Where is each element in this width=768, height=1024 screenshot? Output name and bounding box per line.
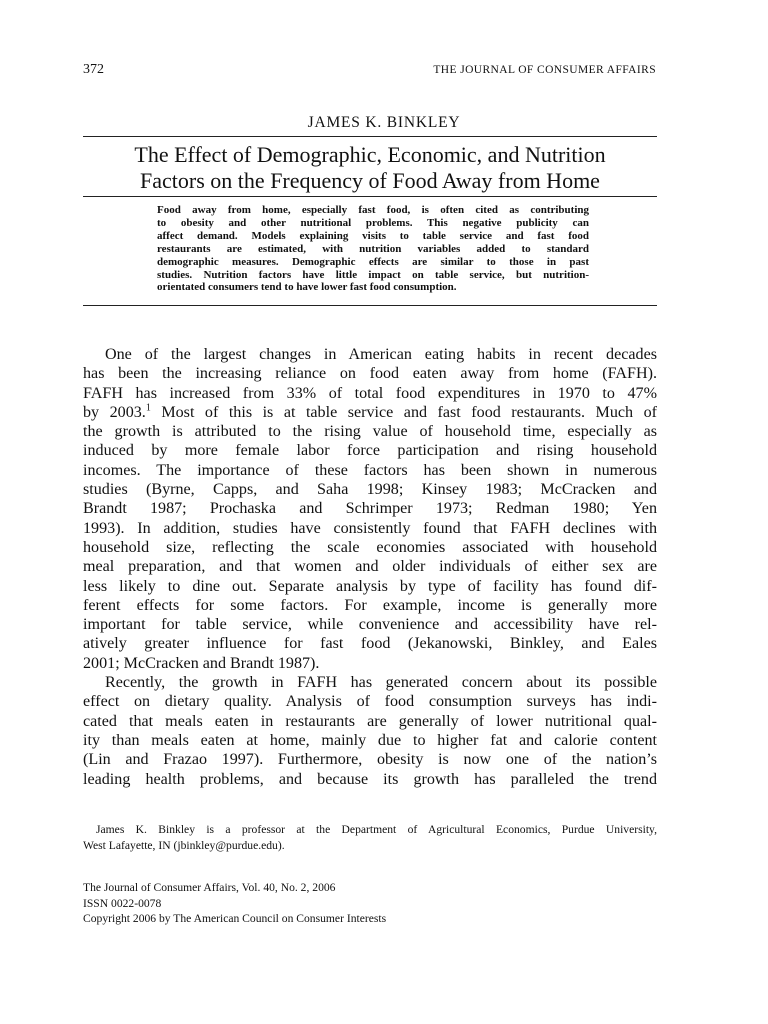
abstract-line: orientated consumers tend to have lower fast food consumption. (157, 281, 457, 294)
body-line: meal preparation, and that women and older individuals of either sex are (83, 558, 657, 576)
copyright: Copyright 2006 by The American Council on Consumer Interests (83, 912, 387, 925)
footnote-line: West Lafayette, IN (jbinkley@purdue.edu). (83, 839, 285, 852)
abstract-line: affect demand. Models explaining visits to table service and fast food (157, 229, 589, 242)
abstract-line: demographic measures. Demographic effects are similar to those in past (157, 255, 589, 268)
body-line: 2001; McCracken and Brandt 1987). (83, 654, 320, 672)
body-line: Brandt 1987; Prochaska and Schrimper 1973; Redman 1980; Yen (83, 500, 657, 518)
page-number: 372 (83, 62, 104, 77)
author-name: JAMES K. BINKLEY (307, 114, 461, 131)
body-line: incomes. The importance of these factors has been shown in numerous (83, 461, 657, 479)
footnote-marker: 1 (145, 402, 151, 414)
publication-info (83, 880, 386, 927)
body-line: FAFH has increased from 33% of total food expenditures in 1970 to 47% (83, 384, 657, 402)
body-line: has been the increasing reliance on food eaten away from home (FAFH). (83, 365, 657, 383)
body-line: 1993). In addition, studies have consistently found that FAFH declines with (83, 519, 657, 537)
rule-below-title (83, 196, 657, 197)
journal-citation: The Journal of Consumer Affairs, Vol. 40, No. 2, 2006 (83, 881, 336, 894)
abstract-line: studies. Nutrition factors have little impact on table service, but nutrition- (157, 268, 589, 281)
title-line: The Effect of Demographic, Economic, and Nutrition (134, 142, 606, 167)
body-line-rest: Most of this is at table service and fast food restaurants. Much of (150, 403, 657, 421)
article-title (83, 142, 657, 194)
body-line: less likely to dine out. Separate analysis by type of facility has found dif- (83, 577, 657, 595)
body-line: the growth is attributed to the rising value of household time, especially as (83, 423, 657, 441)
rule-below-abstract (83, 305, 657, 306)
author-footnote (83, 822, 657, 854)
rule-top (83, 136, 657, 137)
body-line-start: by 2003. (83, 403, 146, 421)
abstract-line: restaurants are estimated, with nutrition variables added to standard (157, 242, 589, 255)
abstract-line: to obesity and other nutritional problems. This negative publicity can (157, 216, 589, 229)
body-line: induced by more female labor force participation and rising household (83, 442, 657, 460)
body-line (83, 403, 657, 422)
body-line: important for table service, while convenience and accessibility have rel- (83, 616, 657, 634)
body-line: ity than meals eaten at home, mainly due to higher fat and calorie content (83, 731, 657, 749)
body-text (83, 345, 657, 789)
body-line: cated that meals eaten in restaurants are generally of lower nutritional qual- (83, 712, 657, 730)
body-line: studies (Byrne, Capps, and Saha 1998; Kinsey 1983; McCracken and (83, 481, 657, 499)
body-line: leading health problems, and because its growth has paralleled the trend (83, 770, 657, 788)
footnote-line: James K. Binkley is a professor at the Department of Agricultural Economics, Purdue University, (96, 823, 657, 836)
running-head: THE JOURNAL OF CONSUMER AFFAIRS (433, 64, 656, 76)
title-line: Factors on the Frequency of Food Away from Home (140, 168, 600, 193)
body-line: One of the largest changes in American eating habits in recent decades (105, 346, 657, 363)
body-line: effect on dietary quality. Analysis of food consumption surveys has indi- (83, 693, 657, 711)
abstract (157, 204, 589, 294)
body-line: Recently, the growth in FAFH has generated concern about its possible (105, 674, 657, 692)
body-line: atively greater influence for fast food (Jekanowski, Binkley, and Eales (83, 635, 657, 653)
issn: ISSN 0022-0078 (83, 896, 162, 910)
body-line: (Lin and Frazao 1997). Furthermore, obesity is now one of the nation’s (83, 751, 657, 769)
body-line: household size, reflecting the scale economies associated with household (83, 538, 657, 556)
body-line: ferent effects for some factors. For example, income is generally more (83, 596, 657, 614)
abstract-line: Food away from home, especially fast food, is often cited as contributing (157, 204, 589, 216)
